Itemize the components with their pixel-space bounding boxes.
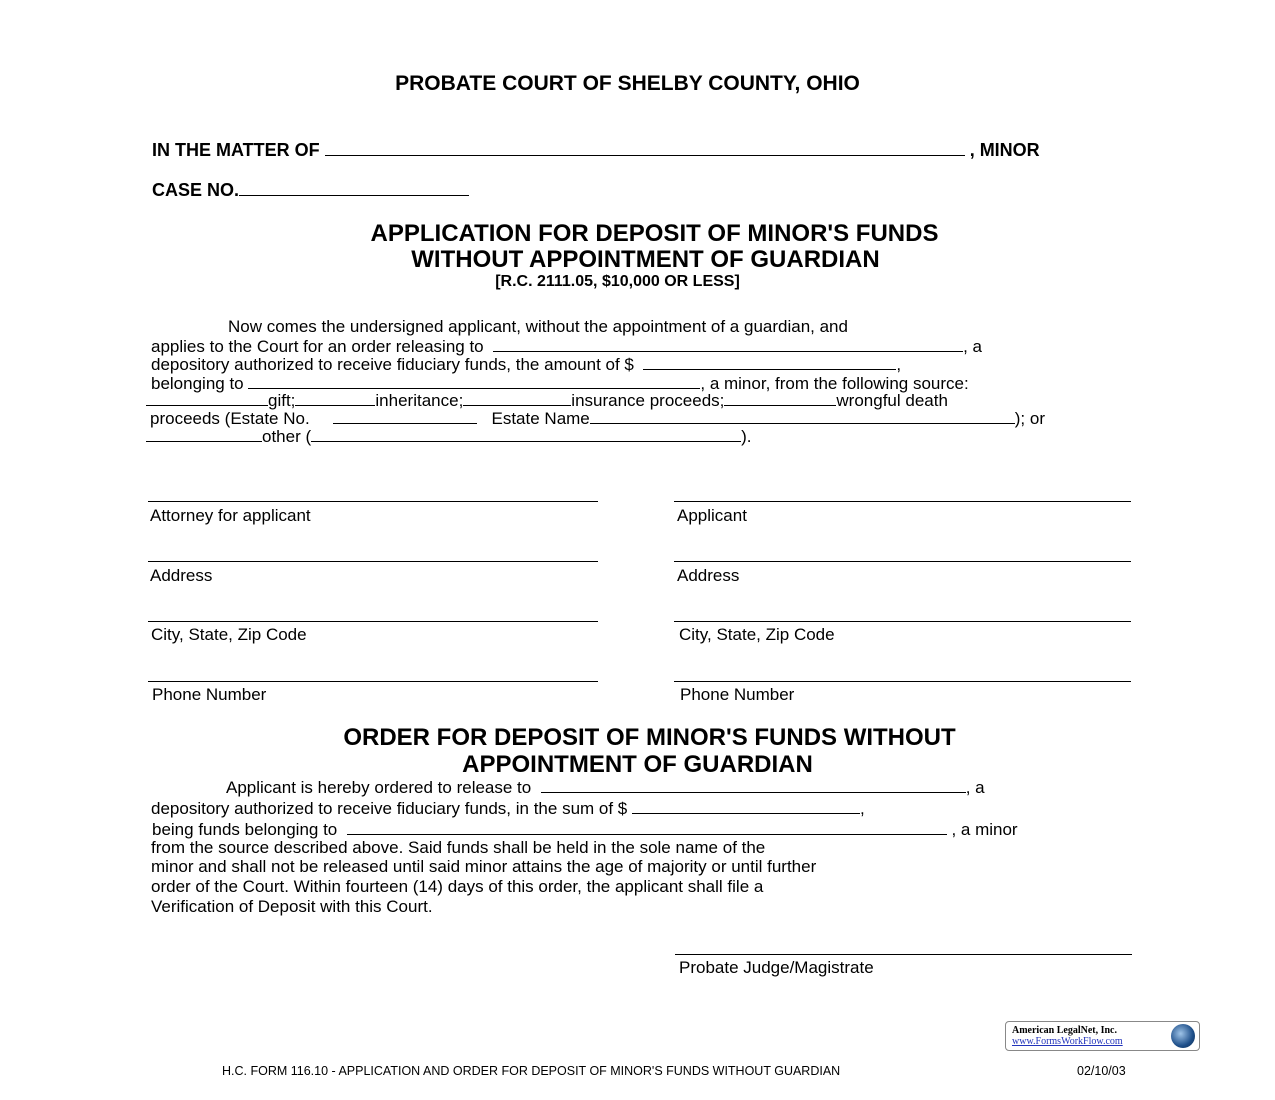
order-para-line: from the source described above. Said funds shall be held in the sole name of the (151, 838, 766, 857)
footer-date: 02/10/03 (1077, 1064, 1126, 1078)
case-label: CASE NO. (152, 180, 240, 200)
logo-url-link[interactable]: www.FormsWorkFlow.com (1012, 1036, 1123, 1047)
app-para-line: gift; inheritance; insurance proceeds; wrongful death (146, 391, 948, 410)
attorney-phone-label: Phone Number (152, 685, 267, 704)
globe-icon (1171, 1024, 1195, 1048)
applicant-phone-label: Phone Number (680, 685, 795, 704)
app-para-line: belonging to , a minor, from the following source: (151, 374, 969, 393)
matter-line (152, 140, 1040, 160)
gift-field[interactable] (146, 391, 268, 406)
case-number-field[interactable] (239, 181, 469, 196)
attorney-address-line[interactable] (148, 561, 598, 562)
court-title: PROBATE COURT OF SHELBY COUNTY, OHIO (395, 72, 860, 95)
attorney-city-line[interactable] (148, 621, 598, 622)
order-title-2: APPOINTMENT OF GUARDIAN (462, 751, 813, 778)
applicant-address-line[interactable] (674, 561, 1131, 562)
american-legalnet-logo (1005, 1021, 1200, 1051)
logo-name: American LegalNet, Inc. (1012, 1025, 1117, 1036)
applicant-address-label: Address (677, 566, 740, 585)
order-para-line: minor and shall not be released until said minor attains the age of majority or until further (151, 857, 817, 876)
minor-name-field[interactable] (325, 141, 965, 156)
other-check-field[interactable] (146, 427, 262, 442)
order-para-line: depository authorized to receive fiduciary funds, in the sum of $ , (151, 799, 865, 818)
attorney-address-label: Address (150, 566, 213, 585)
matter-label: IN THE MATTER OF (152, 140, 320, 160)
order-minor-field[interactable] (347, 820, 947, 835)
judge-label: Probate Judge/Magistrate (679, 958, 874, 977)
inheritance-field[interactable] (295, 391, 375, 406)
attorney-signature-line[interactable] (148, 501, 598, 502)
estate-number-field[interactable] (333, 409, 477, 424)
order-title-1: ORDER FOR DEPOSIT OF MINOR'S FUNDS WITHOUT (343, 724, 956, 751)
order-para-line: Applicant is hereby ordered to release to , a (226, 778, 985, 797)
applicant-city-line[interactable] (674, 621, 1131, 622)
app-para-line: Now comes the undersigned applicant, without the appointment of a guardian, and (228, 317, 848, 336)
applicant-phone-line[interactable] (674, 681, 1131, 682)
depository-field[interactable] (493, 337, 963, 352)
footer-form-id: H.C. FORM 116.10 - APPLICATION AND ORDER FOR DEPOSIT OF MINOR'S FUNDS WITHOUT GUARDIAN (222, 1064, 841, 1078)
app-para-line: other ( ). (146, 427, 752, 446)
app-para-line: applies to the Court for an order releasing to , a (151, 337, 982, 356)
insurance-field[interactable] (463, 391, 571, 406)
applicant-city-label: City, State, Zip Code (679, 625, 835, 644)
judge-signature-line[interactable] (675, 954, 1132, 955)
attorney-label: Attorney for applicant (150, 506, 311, 525)
amount-field[interactable] (643, 355, 896, 370)
order-depository-field[interactable] (541, 778, 966, 793)
estate-name-field[interactable] (590, 409, 1015, 424)
minor-suffix: , MINOR (969, 140, 1040, 160)
order-para-line: order of the Court. Within fourteen (14) days of this order, the applicant shall file a (151, 877, 764, 896)
wrongful-death-field[interactable] (724, 391, 836, 406)
order-para-line: being funds belonging to , a minor (152, 820, 1018, 839)
application-title-1: APPLICATION FOR DEPOSIT OF MINOR'S FUNDS (370, 220, 939, 247)
attorney-phone-line[interactable] (148, 681, 598, 682)
other-source-field[interactable] (311, 427, 741, 442)
app-para-line: proceeds (Estate No. Estate Name ); or (150, 409, 1045, 428)
case-line (152, 180, 469, 200)
order-sum-field[interactable] (632, 799, 860, 814)
applicant-label: Applicant (677, 506, 747, 525)
attorney-city-label: City, State, Zip Code (151, 625, 307, 644)
order-para-line: Verification of Deposit with this Court. (151, 897, 433, 916)
app-para-line: depository authorized to receive fiduciary funds, the amount of $ , (151, 355, 902, 374)
statute-reference: [R.C. 2111.05, $10,000 OR LESS] (495, 273, 740, 290)
belonging-to-field[interactable] (248, 374, 700, 389)
application-title-2: WITHOUT APPOINTMENT OF GUARDIAN (411, 246, 880, 273)
applicant-signature-line[interactable] (674, 501, 1131, 502)
